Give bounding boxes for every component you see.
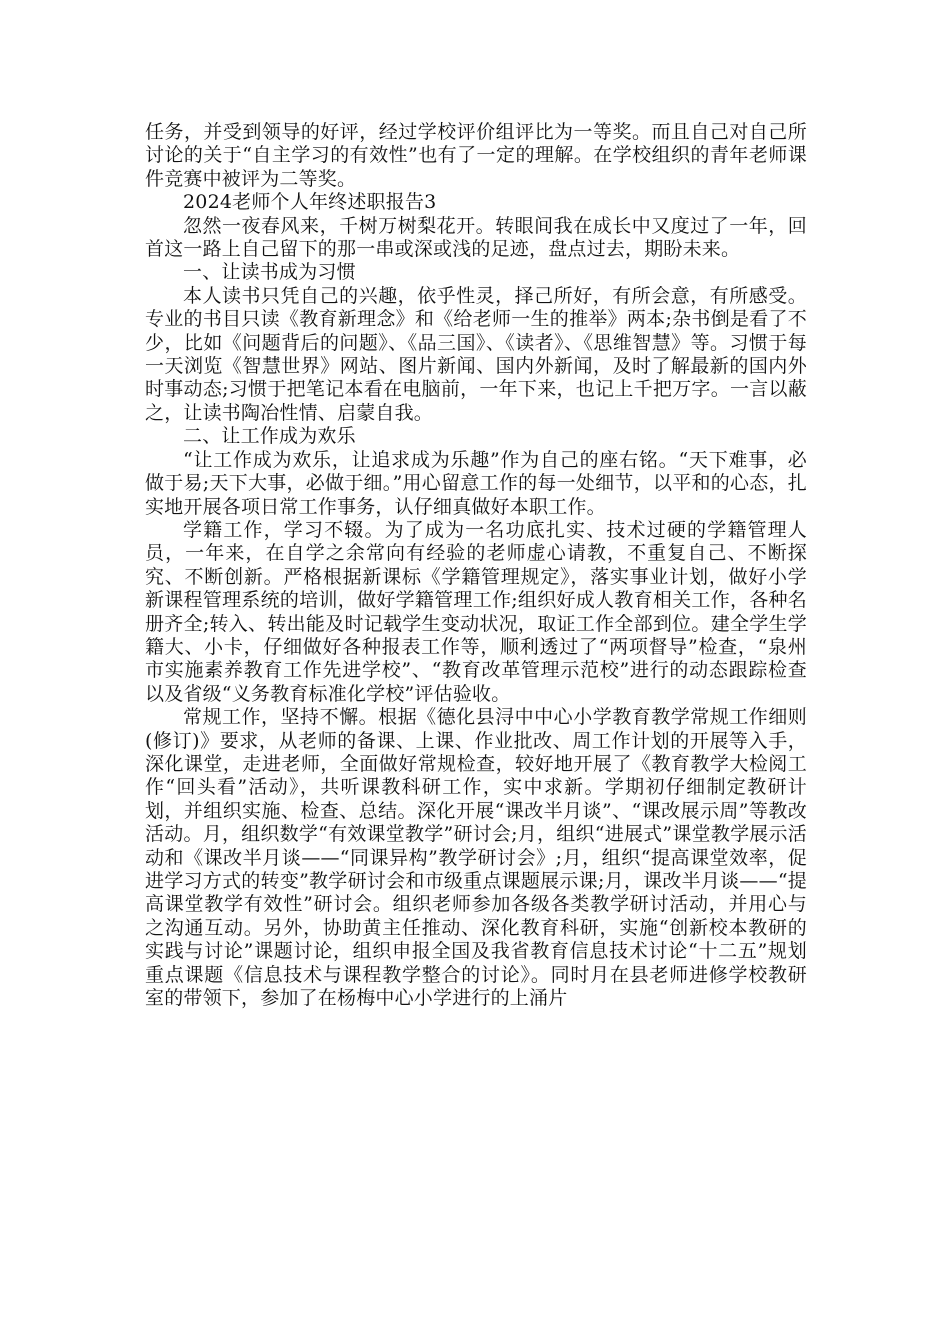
paragraph-continuation: 任务，并受到领导的好评，经过学校评价组评比为一等奖。而且自己对自己所讨论的关于“自主学习的有效性”也有了一定的理解。在学校组织的青年老师课件竞赛中被评为二等奖。 bbox=[145, 121, 807, 190]
report-title: 2024老师个人年终述职报告3 bbox=[183, 191, 437, 214]
section-heading-reading: 一、让读书成为习惯 bbox=[183, 261, 356, 284]
paragraph-motto: “让工作成为欢乐，让追求成为乐趣”作为自己的座右铭。“天下难事，必做于易;天下大事，必做于细。”用心留意工作的每一处细节，以平和的心态，扎实地开展各项日常工作事务，认仔细真做好本职工作。 bbox=[145, 448, 807, 518]
paragraph-reading: 本人读书只凭自己的兴趣，依乎性灵，择己所好，有所会意，有所感受。专业的书目只读《教育新理念》和《给老师一生的推举》两本;杂书倒是看了不少，比如《问题背后的问题》、《品三国》、《读者》、《思维智慧》等。习惯于每一天浏览《智慧世界》网站、图片新闻、国内外新闻，及时了解最新的国内外时事动态;习惯于把笔记本看在电脑前，一年下来，也记上千把万字。一言以蔽之，让读书陶冶性情、启蒙自我。 bbox=[145, 284, 807, 424]
section-heading-work: 二、让工作成为欢乐 bbox=[183, 425, 356, 448]
paragraph-routine-work: 常规工作，坚持不懈。根据《德化县浔中中心小学教育教学常规工作细则(修订)》要求，从老师的备课、上课、作业批改、周工作计划的开展等入手，深化课堂，走进老师，全面做好常规检查，较好地开展了《教育教学大检阅工作“回头看”活动》，共听课教科研工作，实中求新。学期初仔细制定教研计划，并组织实施、检查、总结。深化开展“课改半月谈”、“课改展示周”等教改活动。月，组织数学“有效课堂教学”研讨会;月，组织“进展式”课堂教学展示活动和《课改半月谈——“同课异构”教学研讨会》;月，组织“提高课堂效率，促进学习方式的转变”教学研讨会和市级重点课题展示课;月，课改半月谈——“提高课堂教学有效性”研讨会。组织老师参加各级各类教学研讨活动，并用心与之沟通互动。另外，协助黄主任推动、深化教育科研，实施“创新校本教研的实践与讨论”课题讨论，组织申报全国及我省教育信息技术讨论“十二五”规划重点课题《信息技术与课程教学整合的讨论》。同时月在县老师进修学校教研室的带领下，参加了在杨梅中心小学进行的上涌片 bbox=[145, 706, 807, 1010]
paragraph-student-records: 学籍工作，学习不辍。为了成为一名功底扎实、技术过硬的学籍管理人员，一年来，在自学之余常向有经验的老师虚心请教，不重复自己、不断探究、不断创新。严格根据新课标《学籍管理规定》，落实事业计划，做好小学新课程管理系统的培训，做好学籍管理工作;组织好成人教育相关工作，各种名册齐全;转入、转出能及时记载学生变动状况，取证工作全部到位。建全学生学籍大、小卡，仔细做好各种报表工作等，顺利透过了“两项督导”检查，“泉州市实施素养教育工作先进学校”、“教育改革管理示范校”进行的动态跟踪检查以及省级“义务教育标准化学校”评估验收。 bbox=[145, 518, 807, 705]
paragraph-intro: 忽然一夜春风来，千树万树梨花开。转眼间我在成长中又度过了一年，回首这一路上自己留下的那一串或深或浅的足迹，盘点过去，期盼未来。 bbox=[145, 214, 807, 261]
document-body bbox=[145, 121, 807, 1010]
